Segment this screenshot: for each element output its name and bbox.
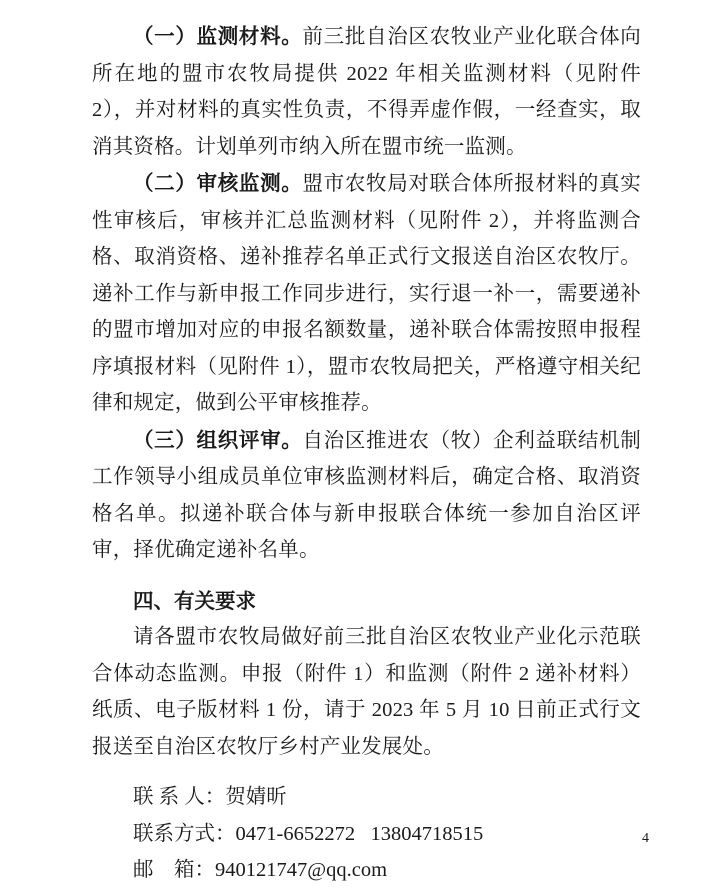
paragraph-lead-label: （二）审核监测。	[133, 171, 303, 195]
paragraph-requirements-body: 请各盟市农牧局做好前三批自治区农牧业产业化示范联合体动态监测。申报（附件 1）和监测（附件 2 递补材料）纸质、电子版材料 1 份，请于 2023 年 5 月 10 日前正式行文报送至自治区农牧厅乡村产业发展处。	[92, 626, 641, 758]
paragraph-monitoring-materials	[92, 18, 641, 165]
paragraph-lead-label: （三）组织评审。	[133, 427, 303, 452]
section-heading-requirements: 四、有关要求	[133, 588, 256, 613]
contact-email-label: 邮 箱：	[133, 859, 215, 881]
contact-phone-value: 0471-6652272 13804718515	[235, 822, 484, 845]
paragraph-organize-evaluation	[92, 422, 641, 569]
paragraph-lead-label: （一）监测材料。	[133, 24, 303, 48]
contact-person-value: 贺婧昕	[225, 786, 287, 808]
contact-phone-line	[92, 816, 641, 853]
paragraph-body-text: 自治区推进农（牧）企利益联结机制工作领导小组成员单位审核监测材料后，确定合格、取消资格名单。拟递补联合体与新申报联合体统一参加自治区评审，择优确定递补名单。	[92, 429, 641, 561]
contact-email-line	[92, 852, 641, 889]
paragraph-body-text: 盟市农牧局对联合体所报材料的真实性审核后，审核并汇总监测材料（见附件 2），并将监测合格、取消资格、递补推荐名单正式行文报送自治区农牧厅。递补工作与新申报工作同步进行，实行退一补一，需要递补的盟市增加对应的申报名额数量，递补联合体需按照申报程序填报材料（见附件 1），盟市农牧局把关，严格遵守相关纪律和规定，做到公平审核推荐。	[92, 173, 641, 414]
spacer	[92, 569, 641, 575]
contact-person-line	[92, 779, 641, 816]
contact-person-label: 联 系 人：	[133, 786, 226, 808]
contact-email-value: 940121747@qq.com	[215, 859, 388, 881]
page-number: 4	[642, 831, 649, 846]
paragraph-body-text: 前三批自治区农牧业产业化联合体向所在地的盟市农牧局提供 2022 年相关监测材料（见附件 2），并对材料的真实性负责，不得弄虚作假，一经查实，取消其资格。计划单列市纳入所在盟市统一监测。	[92, 26, 641, 158]
contact-phone-label: 联系方式：	[133, 822, 236, 845]
paragraph-review-monitoring	[92, 165, 641, 422]
contact-block	[92, 779, 641, 889]
